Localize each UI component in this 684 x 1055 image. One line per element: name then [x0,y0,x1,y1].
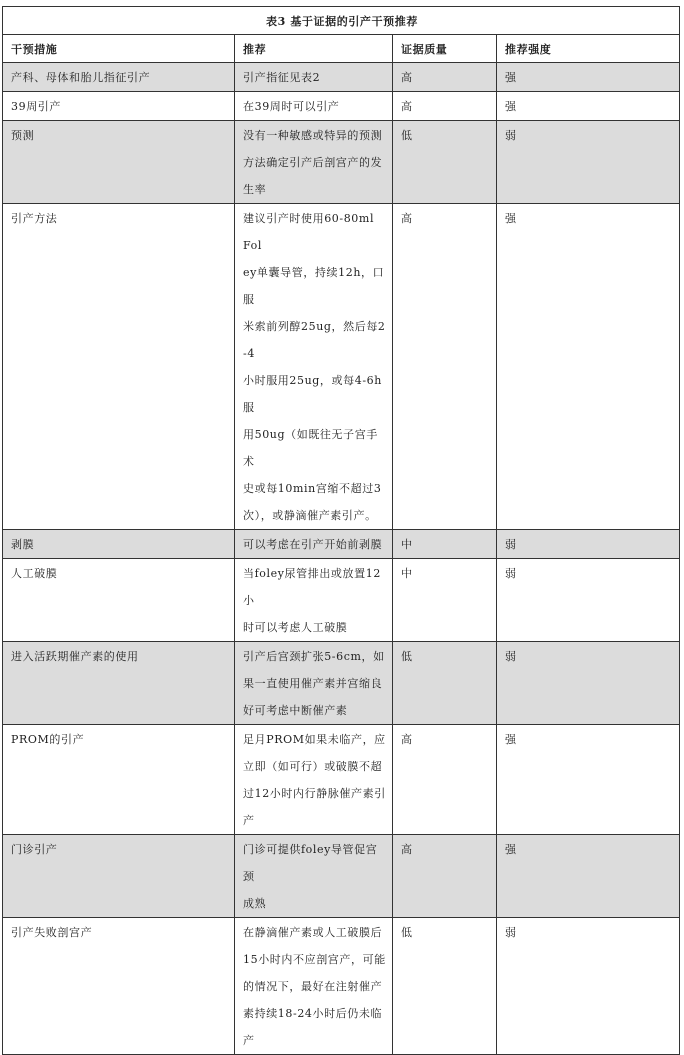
header-recommendation: 推荐 [235,35,393,63]
table-row [3,559,680,642]
cell-quality [393,835,497,918]
cell-measure [3,918,235,1055]
cell-recommendation-text: 在39周时可以引产 [243,100,340,113]
cell-quality-text: 中 [401,567,413,580]
cell-measure-text: 人工破膜 [11,567,58,580]
cell-quality-text: 高 [401,212,413,225]
cell-recommendation [235,725,393,835]
table-row [3,642,680,725]
cell-measure-text: 产科、母体和胎儿指征引产 [11,71,151,84]
cell-measure [3,530,235,559]
cell-measure [3,63,235,92]
table-title-row [3,7,680,35]
cell-strength-text: 强 [505,733,517,746]
cell-recommendation [235,204,393,530]
cell-recommendation [235,121,393,204]
cell-quality-text: 高 [401,71,413,84]
cell-quality-text: 高 [401,733,413,746]
table-row [3,204,680,530]
cell-quality [393,204,497,530]
cell-quality-text: 高 [401,843,413,856]
cell-measure [3,204,235,530]
cell-measure [3,559,235,642]
cell-strength-text: 强 [505,100,517,113]
evidence-table [2,6,680,1055]
cell-measure-text: 引产方法 [11,212,58,225]
cell-strength-text: 弱 [505,567,517,580]
cell-recommendation [235,835,393,918]
cell-strength [497,121,680,204]
cell-strength [497,835,680,918]
table-row [3,530,680,559]
cell-measure [3,92,235,121]
header-strength: 推荐强度 [497,35,680,63]
cell-strength [497,92,680,121]
cell-recommendation-text: 门诊可提供foley导管促宫颈 成熟 [243,843,378,910]
cell-recommendation [235,530,393,559]
cell-quality [393,725,497,835]
cell-strength-text: 强 [505,71,517,84]
cell-strength [497,530,680,559]
cell-measure [3,121,235,204]
cell-recommendation-text: 可以考虑在引产开始前剥膜 [243,538,383,551]
cell-strength [497,204,680,530]
table-row [3,121,680,204]
table-row [3,63,680,92]
cell-recommendation-text: 在静滴催产素或人工破膜后 15小时内不应剖宫产，可能 的情况下，最好在注射催产 素持续18-24小时后仍未临产 [243,926,386,1047]
cell-quality [393,92,497,121]
cell-measure [3,725,235,835]
table-body [3,63,680,1055]
cell-measure-text: 进入活跃期催产素的使用 [11,650,139,663]
cell-strength [497,725,680,835]
cell-measure [3,642,235,725]
cell-measure [3,835,235,918]
cell-quality-text: 中 [401,538,413,551]
cell-strength [497,559,680,642]
table-row [3,835,680,918]
cell-quality-text: 低 [401,926,413,939]
cell-recommendation [235,92,393,121]
cell-quality [393,642,497,725]
cell-quality-text: 低 [401,650,413,663]
table-row [3,725,680,835]
cell-measure-text: 剥膜 [11,538,35,551]
cell-measure-text: 预测 [11,129,35,142]
cell-strength-text: 强 [505,212,517,225]
cell-recommendation-text: 足月PROM如果未临产，应 立即（如可行）或破膜不超 过12小时内行静脉催产素引 产 [243,733,386,827]
cell-strength-text: 弱 [505,538,517,551]
header-measure: 干预措施 [3,35,235,63]
table-header-row [3,35,680,63]
cell-strength [497,63,680,92]
cell-quality [393,918,497,1055]
table-title: 表3 基于证据的引产干预推荐 [3,7,680,35]
cell-measure-text: 39周引产 [11,100,61,113]
cell-recommendation [235,918,393,1055]
cell-strength [497,642,680,725]
cell-recommendation-text: 引产后宫颈扩张5-6cm，如 果一直使用催产素并宫缩良 好可考虑中断催产素 [243,650,385,717]
cell-recommendation [235,63,393,92]
cell-recommendation-text: 引产指征见表2 [243,71,321,84]
cell-recommendation-text: 当foley尿管排出或放置12小 时可以考虑人工破膜 [243,567,381,634]
cell-strength-text: 强 [505,843,517,856]
header-quality: 证据质量 [393,35,497,63]
cell-quality [393,121,497,204]
cell-recommendation-text: 没有一种敏感或特异的预测 方法确定引产后剖宫产的发 生率 [243,129,383,196]
cell-measure-text: 引产失败剖宫产 [11,926,93,939]
cell-quality-text: 低 [401,129,413,142]
cell-measure-text: 门诊引产 [11,843,58,856]
cell-recommendation [235,559,393,642]
table-row [3,92,680,121]
cell-recommendation-text: 建议引产时使用60-80ml Fol ey单囊导管，持续12h，口服 米索前列醇25ug，然后每2-4 小时服用25ug，或每4-6h服 用50ug（如既往无子宫手术 史或每10min宫缩不超过3 次），或静滴催产素引产。 [243,212,386,522]
cell-strength-text: 弱 [505,650,517,663]
cell-measure-text: PROM的引产 [11,733,85,746]
cell-strength-text: 弱 [505,129,517,142]
cell-strength-text: 弱 [505,926,517,939]
cell-quality [393,559,497,642]
cell-strength [497,918,680,1055]
cell-recommendation [235,642,393,725]
table-row [3,918,680,1055]
cell-quality-text: 高 [401,100,413,113]
cell-quality [393,530,497,559]
cell-quality [393,63,497,92]
